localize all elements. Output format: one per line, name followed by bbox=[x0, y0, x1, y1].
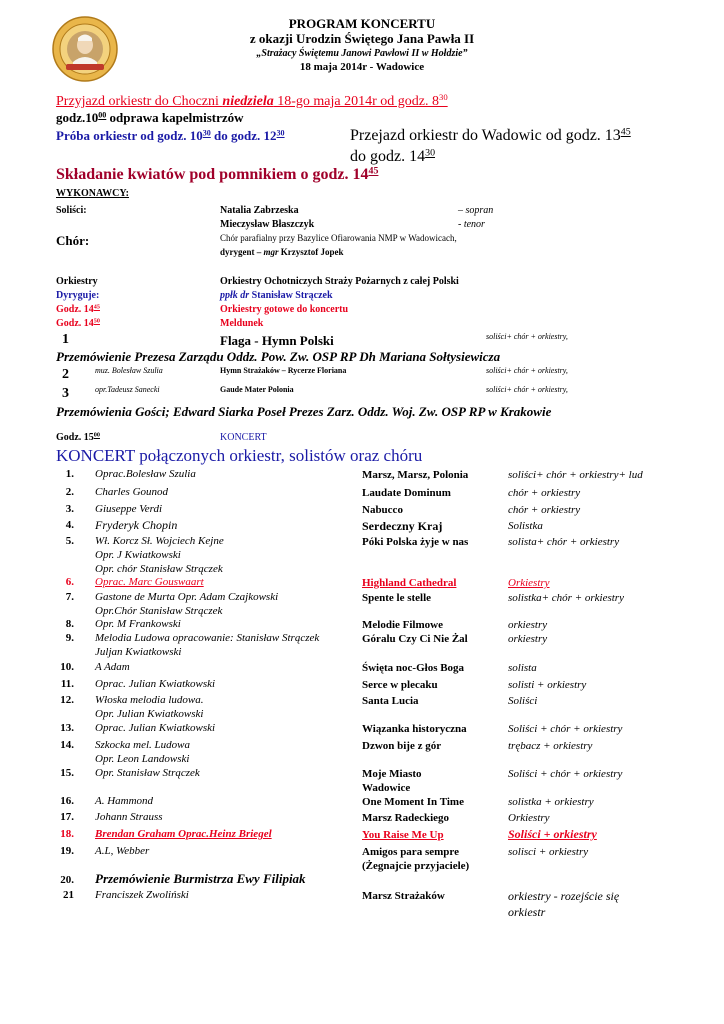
ceremony-item-2-title: Hymn Strażaków – Rycerze Floriana bbox=[220, 366, 347, 375]
item-performers: Soliści bbox=[508, 695, 538, 707]
soloist-1-voice: – sopran bbox=[458, 205, 494, 216]
orchestras-label: Orkiestry bbox=[56, 276, 98, 287]
item-title: Santa Lucia bbox=[362, 695, 419, 707]
ceremony-item-2-composer: muz. Bolesław Szulia bbox=[95, 366, 163, 375]
item-title: Serce w plecaku bbox=[362, 679, 438, 691]
item-performers: Soliści + chór + orkiestry bbox=[508, 768, 623, 780]
item-title: Marsz Strażaków bbox=[362, 890, 445, 902]
item-title: Póki Polska żyje w nas bbox=[362, 536, 469, 548]
item-composer: Szkocka mel. Ludowa bbox=[95, 739, 191, 751]
item-composer: A.L, Webber bbox=[95, 845, 150, 857]
item-performers: solistka+ chór + orkiestry bbox=[508, 592, 624, 604]
item-title: Wiązanka historyczna bbox=[362, 723, 467, 735]
item-title: Highland Cathedral bbox=[362, 577, 457, 589]
wadowice-transfer-end: do godz. $14^{30}$ bbox=[350, 147, 436, 165]
time-1445: Godz. $14^{45}$ bbox=[56, 303, 100, 315]
item-number: 19. bbox=[60, 845, 74, 857]
item-title: Spente le stelle bbox=[362, 592, 432, 604]
item-number: 15. bbox=[60, 767, 74, 779]
choir-conductor: dyrygent – mgr Krzysztof Jopek bbox=[220, 247, 344, 257]
soloist-2-voice: - tenor bbox=[458, 219, 485, 230]
arrival-line: Przyjazd orkiestr do Choczni niedziela 18-go maja 2014r od godz. $8^{30}$ bbox=[56, 92, 448, 109]
item-performers: Solistka bbox=[508, 520, 543, 532]
ceremony-item-2-number: 2 bbox=[62, 367, 69, 382]
soloist-2-name: Mieczysław Błaszczyk bbox=[220, 219, 315, 230]
item-title: Marsz, Marsz, Polonia bbox=[362, 469, 469, 481]
item-composer: Oprac. Marc Gouswaart bbox=[95, 576, 204, 588]
item-title: One Moment In Time bbox=[362, 796, 464, 808]
ceremony-item-1-number: 1 bbox=[62, 332, 69, 347]
item-composer-line-2: Opr. Leon Landowski bbox=[95, 753, 190, 765]
item-title-line-2: (Żegnajcie przyjaciele) bbox=[362, 860, 470, 872]
item-composer: Opr. M Frankowski bbox=[95, 618, 181, 630]
conducts-label: Dyryguje: bbox=[56, 290, 100, 301]
choir-description: Chór parafialny przy Bazylice Ofiarowania NMP w Wadowicach, bbox=[220, 233, 457, 243]
ceremony-item-1-performers: soliści+ chór + orkiestry, bbox=[486, 332, 568, 341]
item-number: 8. bbox=[65, 618, 74, 630]
item-number: 20. bbox=[60, 874, 74, 886]
item-number: 17. bbox=[60, 811, 74, 823]
item-performers: Soliści + chór + orkiestry bbox=[508, 723, 623, 735]
item-composer: Charles Gounod bbox=[95, 486, 169, 498]
item-number: 21 bbox=[63, 889, 74, 901]
speech-president: Przemówienie Prezesa Zarządu Oddz. Pow. Zw. OSP RP Dh Mariana Sołtysiewicza bbox=[56, 349, 501, 364]
item-composer-line-2: Opr.Chór Stanisław Strączek bbox=[95, 605, 223, 617]
item-performers: soliści+ chór + orkiestry+ lud bbox=[508, 469, 643, 481]
item-composer: Melodia Ludowa opracowanie: Stanisław Strączek bbox=[95, 632, 320, 644]
program-date: 18 maja 2014r - Wadowice bbox=[299, 61, 425, 73]
item-title: Święta noc-Głos Boga bbox=[362, 662, 465, 674]
orchestras-ready: Orkiestry gotowe do koncertu bbox=[220, 304, 349, 315]
performers-heading: WYKONAWCY: bbox=[56, 188, 129, 199]
item-composer: Brendan Graham Oprac.Heinz Briegel bbox=[95, 828, 272, 840]
soloist-1-name: Natalia Zabrzeska bbox=[220, 205, 299, 216]
item-performers: Soliści + orkiestry bbox=[508, 827, 597, 841]
item-performers: solisci + orkiestry bbox=[508, 846, 589, 858]
item-composer: Johann Strauss bbox=[95, 811, 163, 823]
item-number: 14. bbox=[60, 739, 74, 751]
item-performers: Orkiestry bbox=[508, 812, 550, 824]
conductors-briefing: $godz.10^{00}$ odprawa kapelmistrzów bbox=[56, 110, 244, 125]
item-composer: Gastone de Murta Opr. Adam Czajkowski bbox=[95, 591, 279, 603]
item-composer-line-2: Opr. J Kwiatkowski bbox=[95, 549, 181, 561]
item-composer: Franciszek Zwoliński bbox=[95, 889, 189, 901]
concert-heading: KONCERT połączonych orkiestr, solistów oraz chóru bbox=[56, 446, 423, 465]
item-title: Góralu Czy Ci Nie Żal bbox=[362, 633, 468, 645]
speech-guests: Przemówienia Gości; Edward Siarka Poseł Prezes Zarz. Oddz. Woj. Zw. OSP RP w Krakowie bbox=[56, 404, 552, 419]
item-title-line-2: Wadowice bbox=[362, 782, 411, 794]
ceremony-item-3-composer: opr.Tadeusz Sanecki bbox=[95, 385, 160, 394]
program-subtitle: z okazji Urodzin Świętego Jana Pawła II bbox=[249, 31, 475, 46]
time-1450: Godz. $14^{50}$ bbox=[56, 317, 100, 329]
item-number: 5. bbox=[65, 535, 74, 547]
item-performers: Orkiestry bbox=[508, 577, 550, 589]
item-performers: trębacz + orkiestry bbox=[508, 740, 593, 752]
conductor-name: ppłk dr Stanisław Strączek bbox=[220, 290, 333, 301]
item-performers: solista+ chór + orkiestry bbox=[508, 536, 620, 548]
item-number: 3. bbox=[65, 503, 74, 515]
fire-brigade-seal-logo bbox=[52, 16, 118, 82]
soloists-label: Soliści: bbox=[56, 205, 87, 216]
item-number: 1. bbox=[65, 468, 74, 480]
item-performers: solistka + orkiestry bbox=[508, 796, 594, 808]
item-composer: Fryderyk Chopin bbox=[95, 518, 178, 532]
wadowice-transfer: Przejazd orkiestr do Wadowic od godz. $13^{45}$ bbox=[350, 126, 631, 144]
item-number: 13. bbox=[60, 722, 74, 734]
item-performers: orkiestry - rozejście się bbox=[508, 889, 620, 903]
ceremony-item-2-performers: soliści+ chór + orkiestry, bbox=[486, 366, 568, 375]
item-title: Laudate Dominum bbox=[362, 487, 451, 499]
flowers-laying: Składanie kwiatów pod pomnikiem o godz. $14^{45}$ bbox=[56, 165, 379, 183]
ceremony-item-3-title: Gaude Mater Polonia bbox=[220, 385, 294, 394]
item-title: Nabucco bbox=[362, 504, 403, 516]
item-title: You Raise Me Up bbox=[362, 829, 444, 841]
item-performers: orkiestry bbox=[508, 619, 548, 631]
item-composer: Oprac.Bolesław Szulia bbox=[95, 468, 196, 480]
item-number: 12. bbox=[60, 694, 74, 706]
concert-label: KONCERT bbox=[220, 432, 267, 443]
item-performers: solista bbox=[508, 662, 537, 674]
item-number: 9. bbox=[65, 632, 74, 644]
item-composer: A. Hammond bbox=[95, 795, 154, 807]
item-composer: Giuseppe Verdi bbox=[95, 503, 163, 515]
ceremony-item-3-performers: soliści+ chór + orkiestry, bbox=[486, 385, 568, 394]
item-number: 2. bbox=[65, 486, 74, 498]
item-title: Dzwon bije z gór bbox=[362, 740, 442, 752]
speech-mayor: Przemówienie Burmistrza Ewy Filipiak bbox=[95, 871, 306, 886]
item-number: 6. bbox=[65, 576, 74, 588]
item-performers: chór + orkiestry bbox=[508, 487, 581, 499]
item-number: 11. bbox=[60, 678, 74, 690]
item-number: 4. bbox=[65, 519, 74, 531]
item-performers-line-2: orkiestr bbox=[508, 905, 546, 919]
item-performers: solisti + orkiestry bbox=[508, 679, 587, 691]
item-performers: orkiestry bbox=[508, 633, 548, 645]
report-label: Meldunek bbox=[220, 318, 264, 329]
item-number: 16. bbox=[60, 795, 74, 807]
item-title: Amigos para sempre bbox=[362, 846, 459, 858]
concert-time: Godz. $15^{00}$ bbox=[56, 431, 100, 443]
item-number: 18. bbox=[60, 828, 74, 840]
item-number: 7. bbox=[65, 591, 74, 603]
item-composer: Wł. Korcz Sł. Wojciech Kejne bbox=[95, 535, 224, 547]
choir-label: Chór: bbox=[56, 233, 90, 248]
item-title: Serdeczny Kraj bbox=[362, 519, 443, 533]
ceremony-item-3-number: 3 bbox=[62, 386, 69, 401]
item-composer-line-3: Opr. chór Stanisław Strączek bbox=[95, 563, 223, 575]
item-title: Melodie Filmowe bbox=[362, 619, 443, 631]
ceremony-item-1-title: Flaga - Hymn Polski bbox=[220, 333, 334, 348]
rehearsal-line: Próba orkiestr od godz. $10^{30}$ do godz. $12^{30}$ bbox=[56, 128, 285, 143]
item-composer-line-2: Opr. Julian Kwiatkowski bbox=[95, 708, 204, 720]
orchestras-description: Orkiestry Ochotniczych Straży Pożarnych z całej Polski bbox=[220, 276, 459, 287]
item-performers: chór + orkiestry bbox=[508, 504, 581, 516]
item-title: Moje Miasto bbox=[362, 768, 422, 780]
item-composer: A Adam bbox=[95, 661, 130, 673]
item-composer: Włoska melodia ludowa. bbox=[95, 694, 204, 706]
item-composer: Oprac. Julian Kwiatkowski bbox=[95, 722, 216, 734]
item-composer: Oprac. Julian Kwiatkowski bbox=[95, 678, 216, 690]
program-motto: „Strażacy Świętemu Janowi Pawłowi II w Hołdzie” bbox=[256, 48, 468, 59]
item-composer: Opr. Stanisław Strączek bbox=[95, 767, 200, 779]
item-composer-line-2: Juljan Kwiatkowski bbox=[95, 646, 182, 658]
item-number: 10. bbox=[60, 661, 74, 673]
item-title: Marsz Radeckiego bbox=[362, 812, 450, 824]
program-title: PROGRAM KONCERTU bbox=[288, 16, 436, 31]
